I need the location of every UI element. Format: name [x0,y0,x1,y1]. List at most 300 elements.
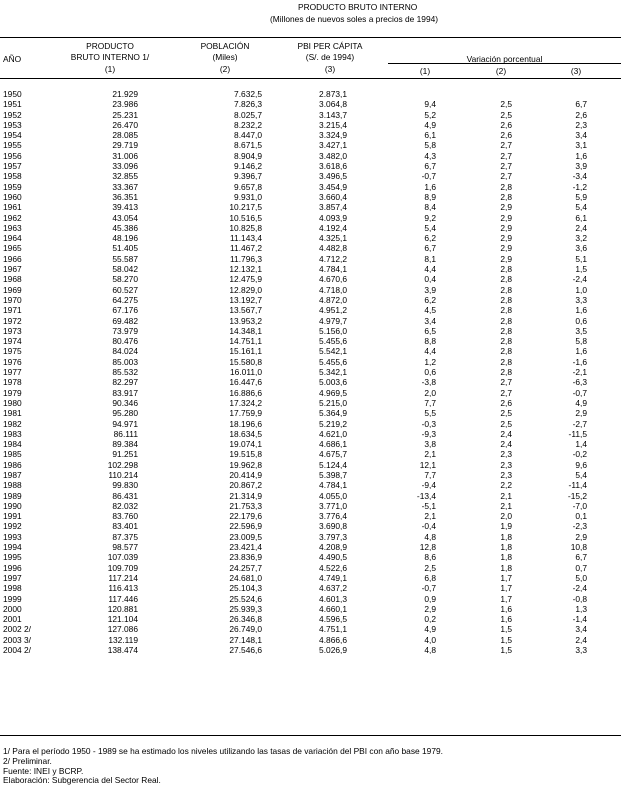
cell-var-per-capita: -2,4 [572,583,587,594]
cell-var-per-capita: 5,4 [575,469,587,480]
cell-pbi-per-capita: 5.219,2 [319,418,347,429]
footnote: 2/ Preliminar. [3,755,52,766]
cell-pbi-per-capita: 4.670,6 [319,274,347,285]
cell-population: 11.143,4 [230,233,262,244]
cell-pbi-per-capita: 4.675,7 [319,449,347,460]
table-row [0,182,621,192]
cell-var-population: 2,5 [500,418,512,429]
cell-population: 15.161,1 [229,346,262,357]
table-subtitle: (Millones de nuevos soles a precios de 1994) [270,14,439,24]
cell-population: 7.826,3 [234,99,262,110]
cell-pbi-per-capita: 2.873,1 [319,89,347,99]
cell-year: 1983 [3,428,22,439]
cell-year: 2003 3/ [3,634,31,645]
cell-population: 8.447,0 [234,130,262,141]
cell-pbi: 26.470 [112,119,138,130]
cell-var-per-capita: 1,3 [575,603,587,614]
table-row [0,213,621,223]
cell-var-pbi: 4,4 [424,264,436,275]
cell-var-pbi: -3,8 [421,377,436,388]
cell-var-pbi: 7,7 [424,469,436,480]
cell-var-population: 2,6 [500,397,512,408]
table-row [0,140,621,150]
cell-var-per-capita: 6,7 [575,552,587,563]
cell-var-per-capita: 9,6 [575,459,587,470]
table-row [0,233,621,243]
table-row [0,171,621,181]
table-row [0,305,621,315]
cell-pbi: 36.351 [112,191,138,202]
cell-var-pbi: 12,8 [419,542,436,553]
cell-pbi: 83.401 [112,521,138,532]
cell-year: 1959 [3,181,22,192]
cell-var-pbi: 6,2 [424,233,436,244]
cell-var-population: 2,5 [500,109,512,120]
cell-year: 1990 [3,500,22,511]
table-row [0,326,621,336]
cell-var-per-capita: 1,4 [575,439,587,450]
cell-pbi: 85.003 [112,356,138,367]
cell-var-pbi: 4,5 [424,305,436,316]
cell-var-pbi: 4,4 [424,346,436,357]
cell-pbi: 51.405 [112,243,138,254]
cell-var-population: 2,3 [500,469,512,480]
cell-year: 1980 [3,397,22,408]
cell-var-pbi: 1,6 [424,181,436,192]
table-row [0,377,621,387]
cell-var-population: 2,8 [500,325,512,336]
cell-pbi-per-capita: 5.026,9 [319,645,347,656]
cell-pbi-per-capita: 3.324,9 [319,130,347,141]
cell-var-population: 2,8 [500,181,512,192]
table-row [0,552,621,562]
cell-year: 1965 [3,243,22,254]
cell-var-pbi: -0,4 [421,521,436,532]
col-header-variation: Variación porcentual [466,54,543,64]
cell-year: 1954 [3,130,22,141]
cell-population: 21.753,3 [229,500,262,511]
cell-var-per-capita: 1,6 [575,150,587,161]
cell-pbi: 83.760 [112,511,138,522]
cell-year: 1995 [3,552,22,563]
table-row [0,460,621,470]
cell-var-population: 2,8 [500,315,512,326]
cell-var-per-capita: 2,6 [575,109,587,120]
cell-year: 1976 [3,356,22,367]
cell-pbi-per-capita: 4.482,8 [319,243,347,254]
cell-year: 1974 [3,336,22,347]
table-row [0,161,621,171]
cell-pbi: 85.532 [112,367,138,378]
cell-var-pbi: 0,9 [424,593,436,604]
cell-var-population: 1,9 [500,521,512,532]
cell-var-per-capita: 1,5 [575,264,587,275]
cell-var-pbi: 6,8 [424,572,436,583]
cell-pbi-per-capita: 4.979,7 [319,315,347,326]
cell-pbi-per-capita: 3.857,4 [319,202,347,213]
cell-pbi: 102.298 [107,459,138,470]
cell-pbi-per-capita: 4.055,0 [319,490,347,501]
table-row [0,511,621,521]
cell-year: 1981 [3,408,22,419]
cell-var-population: 2,4 [500,439,512,450]
cell-var-pbi: 5,4 [424,222,436,233]
cell-population: 23.421,4 [229,542,262,553]
cell-var-per-capita: -1,6 [572,356,587,367]
cell-pbi: 21.929 [112,89,138,99]
cell-population: 19.515,8 [229,449,262,460]
cell-pbi: 83.917 [112,387,138,398]
cell-pbi: 33.096 [112,161,138,172]
table-row [0,367,621,377]
cell-var-pbi: -9,3 [421,428,436,439]
cell-year: 1975 [3,346,22,357]
cell-var-pbi: 6,1 [424,130,436,141]
cell-var-pbi: 2,0 [424,387,436,398]
cell-pbi-per-capita: 4.784,1 [319,264,347,275]
cell-pbi: 90.346 [112,397,138,408]
cell-year: 1996 [3,562,22,573]
cell-var-per-capita: 3,5 [575,325,587,336]
col-header-pbi-line2: BRUTO INTERNO 1/ [70,52,150,62]
cell-var-pbi: 9,2 [424,212,436,223]
cell-year: 1992 [3,521,22,532]
cell-var-population: 2,8 [500,274,512,285]
cell-pbi-per-capita: 4.660,1 [319,603,347,614]
cell-year: 1961 [3,202,22,213]
cell-pbi-per-capita: 4.718,0 [319,284,347,295]
cell-pbi: 121.104 [107,614,138,625]
cell-var-population: 1,8 [500,562,512,573]
cell-var-per-capita: -1,2 [572,181,587,192]
cell-pbi: 86.111 [113,428,138,439]
cell-population: 27.546,6 [229,645,262,656]
cell-var-population: 2,8 [500,294,512,305]
cell-pbi-per-capita: 3.496,5 [319,171,347,182]
cell-pbi: 58.042 [112,264,138,275]
cell-pbi-per-capita: 5.364,9 [319,408,347,419]
cell-var-per-capita: -1,4 [572,614,587,625]
cell-var-population: 2,9 [500,222,512,233]
table-row [0,357,621,367]
cell-var-per-capita: 6,1 [575,212,587,223]
cell-var-population: 2,9 [500,233,512,244]
cell-var-per-capita: 3,1 [575,140,587,151]
cell-var-per-capita: -0,2 [572,449,587,460]
cell-pbi: 84.024 [112,346,138,357]
cell-pbi: 110.214 [108,469,138,480]
cell-var-population: 2,6 [500,119,512,130]
cell-population: 9.396,7 [234,171,262,182]
cell-var-per-capita: -2,7 [572,418,587,429]
cell-var-population: 1,8 [500,552,512,563]
cell-var-population: 2,7 [500,387,512,398]
table-row [0,491,621,501]
cell-var-population: 1,7 [500,572,512,583]
cell-pbi-per-capita: 4.637,2 [319,583,347,594]
cell-pbi: 94.971 [112,418,138,429]
cell-population: 16.886,6 [229,387,262,398]
cell-pbi: 23.986 [112,99,138,110]
cell-var-per-capita: -6,3 [572,377,587,388]
col-header-pc-line1: PBI PER CÁPITA [297,41,363,51]
cell-var-population: 2,7 [500,171,512,182]
cell-pbi-per-capita: 4.093,9 [319,212,347,223]
cell-var-population: 2,4 [500,428,512,439]
cell-pbi: 132.119 [108,634,138,645]
cell-year: 1971 [3,305,22,316]
cell-year: 1966 [3,253,22,264]
cell-pbi-per-capita: 3.690,8 [319,521,347,532]
cell-pbi-per-capita: 4.866,6 [319,634,347,645]
cell-var-population: 1,7 [500,583,512,594]
cell-var-population: 2,8 [500,305,512,316]
cell-population: 16.447,6 [229,377,262,388]
cell-pbi-per-capita: 3.771,0 [319,500,347,511]
cell-year: 2004 2/ [3,645,31,656]
cell-var-pbi: 4,9 [424,119,436,130]
cell-var-pbi: 8,1 [424,253,436,264]
table-row [0,223,621,233]
cell-pbi: 31.006 [112,150,138,161]
cell-pbi-per-capita: 4.621,0 [319,428,347,439]
variation-rule [388,63,621,64]
cell-pbi: 138.474 [107,645,138,656]
cell-pbi-per-capita: 4.951,2 [319,305,347,316]
cell-pbi: 60.527 [112,284,138,295]
cell-population: 24.257,7 [229,562,262,573]
table-row [0,573,621,583]
col-header-pob-line3: (2) [219,64,231,74]
cell-year: 1964 [3,233,22,244]
cell-population: 8.904,9 [234,150,262,161]
cell-var-population: 2,3 [500,459,512,470]
cell-var-pbi: 4,3 [424,150,436,161]
cell-var-pbi: 0,2 [424,614,436,625]
col-header-var-3: (3) [570,66,582,76]
cell-var-population: 2,7 [500,150,512,161]
cell-population: 23.836,9 [229,552,262,563]
cell-population: 19.074,1 [229,439,262,450]
table-body [0,89,621,655]
cell-population: 18.634,5 [229,428,262,439]
cell-var-population: 2,6 [500,130,512,141]
table-row [0,449,621,459]
cell-var-pbi: 5,5 [424,408,436,419]
col-header-year: AÑO [3,54,22,64]
cell-var-population: 1,6 [500,603,512,614]
footnote: Fuente: INEI y BCRP. [3,765,84,776]
cell-var-population: 2,9 [500,253,512,264]
cell-var-pbi: 9,4 [424,99,436,110]
cell-var-per-capita: 0,6 [575,315,587,326]
cell-year: 1968 [3,274,22,285]
table-row [0,151,621,161]
cell-pbi-per-capita: 5.003,6 [319,377,347,388]
cell-var-per-capita: 0,7 [575,562,587,573]
col-header-pc-line3: (3) [324,64,336,74]
cell-year: 1963 [3,222,22,233]
cell-pbi-per-capita: 4.325,1 [319,233,347,244]
cell-year: 1957 [3,161,22,172]
table-row [0,202,621,212]
cell-var-pbi: -13,4 [416,490,436,501]
header-rule-bottom [0,78,621,79]
cell-var-pbi: 8,6 [424,552,436,563]
cell-var-per-capita: 3,9 [575,161,587,172]
cell-population: 25.524,6 [229,593,262,604]
cell-population: 10.516,5 [229,212,262,223]
cell-var-pbi: -0,7 [421,171,436,182]
cell-year: 1970 [3,294,22,305]
cell-pbi-per-capita: 3.482,0 [319,150,347,161]
col-header-var-1: (1) [419,66,431,76]
cell-pbi: 45.386 [112,222,138,233]
cell-year: 1998 [3,583,22,594]
cell-pbi-per-capita: 4.969,5 [319,387,347,398]
cell-var-population: 2,9 [500,243,512,254]
cell-pbi-per-capita: 3.797,3 [319,531,347,542]
cell-var-per-capita: 1,0 [575,284,587,295]
cell-var-population: 2,2 [500,480,512,491]
cell-population: 12.475,9 [229,274,262,285]
col-header-pbi-line1: PRODUCTO [86,41,134,51]
cell-population: 14.348,1 [229,325,262,336]
cell-var-population: 2,9 [500,212,512,223]
table-row [0,192,621,202]
cell-var-population: 2,8 [500,191,512,202]
cell-pbi: 28.085 [112,130,138,141]
cell-population: 10.825,8 [229,222,262,233]
cell-population: 7.632,5 [234,89,262,99]
cell-pbi-per-capita: 5.398,7 [319,469,347,480]
cell-pbi: 91.251 [112,449,138,460]
cell-var-population: 2,8 [500,336,512,347]
cell-pbi: 58.270 [112,274,138,285]
cell-var-population: 1,5 [500,645,512,656]
table-row [0,295,621,305]
cell-var-population: 2,0 [500,511,512,522]
cell-year: 1984 [3,439,22,450]
cell-pbi-per-capita: 4.784,1 [319,480,347,491]
cell-year: 1979 [3,387,22,398]
cell-var-pbi: 8,4 [424,202,436,213]
cell-pbi-per-capita: 4.751,1 [319,624,347,635]
cell-pbi: 55.587 [112,253,138,264]
cell-year: 1950 [3,89,22,99]
cell-pbi-per-capita: 5.542,1 [319,346,347,357]
cell-pbi: 89.384 [112,439,138,450]
footnotes [3,747,443,786]
cell-population: 20.414,9 [229,469,262,480]
cell-var-per-capita: 3,4 [575,130,587,141]
cell-pbi: 98.577 [112,542,138,553]
table-row [0,110,621,120]
cell-year: 1953 [3,119,22,130]
table-row [0,254,621,264]
table-row [0,408,621,418]
cell-pbi-per-capita: 5.215,0 [319,397,347,408]
cell-population: 9.657,8 [234,181,262,192]
cell-var-pbi: 5,2 [424,109,436,120]
cell-pbi-per-capita: 4.192,4 [319,222,347,233]
col-header-pob-line1: POBLACIÓN [200,41,250,51]
cell-var-pbi: 5,8 [424,140,436,151]
cell-var-pbi: 4,8 [424,645,436,656]
cell-pbi-per-capita: 4.601,3 [319,593,347,604]
cell-population: 12.132,1 [229,264,262,275]
cell-var-population: 2,8 [500,346,512,357]
cell-var-pbi: -5,1 [421,500,436,511]
cell-year: 1969 [3,284,22,295]
col-header-pob-line2: (Miles) [212,52,238,62]
cell-pbi: 86.431 [112,490,138,501]
cell-year: 1989 [3,490,22,501]
cell-var-population: 2,7 [500,161,512,172]
cell-var-pbi: 8,8 [424,336,436,347]
table-row [0,316,621,326]
cell-var-population: 2,7 [500,377,512,388]
cell-pbi-per-capita: 3.427,1 [319,140,347,151]
cell-var-per-capita: -2,1 [572,367,587,378]
cell-population: 20.867,2 [229,480,262,491]
cell-pbi-per-capita: 5.342,1 [319,367,347,378]
table-row [0,99,621,109]
cell-year: 1988 [3,480,22,491]
cell-year: 1972 [3,315,22,326]
cell-population: 27.148,1 [229,634,262,645]
cell-var-population: 1,8 [500,531,512,542]
cell-var-pbi: 4,0 [424,634,436,645]
cell-population: 9.931,0 [234,191,262,202]
cell-var-pbi: 4,9 [424,624,436,635]
cell-var-pbi: -0,3 [421,418,436,429]
cell-pbi: 25.231 [112,109,138,120]
cell-var-per-capita: 5,8 [575,336,587,347]
cell-var-per-capita: 5,0 [575,572,587,583]
cell-population: 21.314,9 [229,490,262,501]
cell-pbi-per-capita: 5.124,4 [319,459,347,470]
cell-pbi-per-capita: 5.455,6 [319,336,347,347]
cell-pbi-per-capita: 3.454,9 [319,181,347,192]
cell-year: 1982 [3,418,22,429]
cell-var-pbi: 1,2 [424,356,436,367]
table-row [0,501,621,511]
cell-population: 8.025,7 [234,109,262,120]
cell-var-population: 2,9 [500,202,512,213]
cell-var-pbi: 0,4 [424,274,436,285]
cell-var-per-capita: -2,4 [572,274,587,285]
cell-year: 1967 [3,264,22,275]
cell-year: 1991 [3,511,22,522]
table-row [0,542,621,552]
cell-var-per-capita: 3,6 [575,243,587,254]
cell-population: 10.217,5 [229,202,262,213]
cell-pbi: 109.709 [107,562,138,573]
cell-pbi-per-capita: 4.712,2 [319,253,347,264]
cell-var-pbi: 12,1 [419,459,436,470]
cell-var-per-capita: 2,9 [575,531,587,542]
cell-pbi: 80.476 [112,336,138,347]
cell-population: 26.749,0 [229,624,262,635]
cell-var-per-capita: -0,7 [572,387,587,398]
table-row [0,346,621,356]
cell-pbi: 82.032 [112,500,138,511]
col-header-pc-line2: (S/. de 1994) [305,52,355,62]
cell-var-per-capita: 0,1 [575,511,587,522]
cell-var-per-capita: 2,4 [575,222,587,233]
table-row [0,429,621,439]
